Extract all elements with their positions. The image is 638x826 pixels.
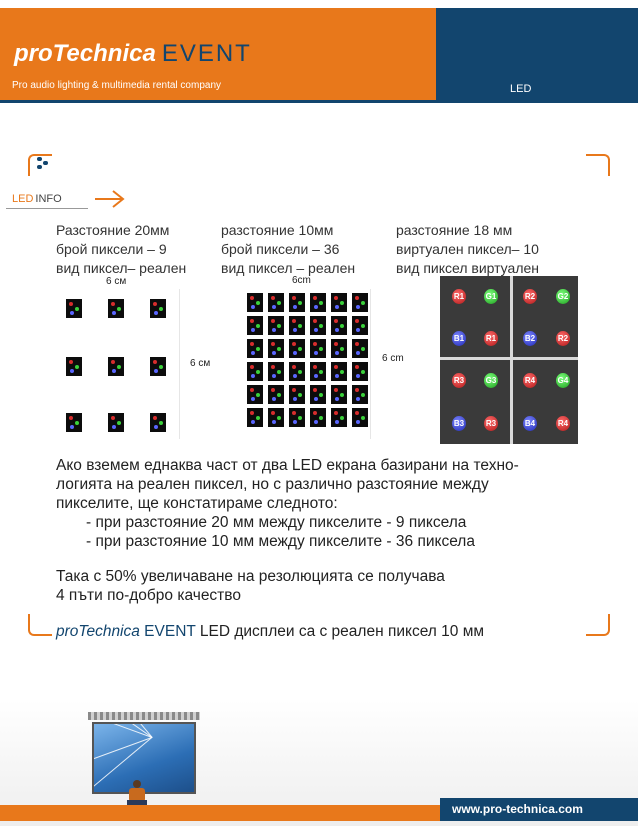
virtual-led: R4: [556, 416, 570, 431]
rgb-pixel: [352, 293, 368, 312]
corner-bottom-left: [28, 614, 52, 636]
summary-line: 4 пъти по-добро качество: [56, 587, 241, 604]
dimension-label-p2-height: 6 cm: [382, 353, 404, 364]
rgb-pixel: [310, 408, 326, 427]
rgb-pixel: [247, 316, 263, 335]
rgb-pixel: [331, 316, 347, 335]
brand-logo: [14, 40, 252, 68]
rgb-pixel: [150, 299, 166, 318]
brand-main: proTechnica: [14, 40, 156, 67]
grid-divider-vertical: [510, 276, 513, 444]
virtual-led: G1: [484, 289, 498, 304]
rgb-pixel: [331, 293, 347, 312]
virtual-led: G3: [484, 373, 498, 388]
arrow-right-icon: [94, 188, 126, 210]
virtual-led: G4: [556, 373, 570, 388]
virtual-pixel-grid: [440, 276, 578, 444]
rgb-pixel: [289, 293, 305, 312]
dimension-label-p2-width: 6cm: [292, 275, 311, 286]
led-info-heading: [12, 193, 62, 205]
rgb-pixel: [310, 385, 326, 404]
summary-line: Така с 50% увеличаване на резолюцията се получава: [56, 568, 445, 585]
rgb-pixel: [310, 293, 326, 312]
rgb-pixel: [268, 362, 284, 381]
website-url: www.pro-technica.com: [452, 802, 583, 816]
rgb-pixel: [289, 408, 305, 427]
column-line: Разстояние 20мм: [56, 222, 170, 238]
column-line: разстояние 10мм: [221, 222, 334, 238]
rgb-pixel: [268, 408, 284, 427]
dimension-label-p1-height: 6 см: [190, 358, 211, 369]
led-info-word: INFO: [35, 193, 62, 205]
rgb-pixel: [247, 385, 263, 404]
rgb-pixel: [66, 299, 82, 318]
rgb-pixel: [108, 299, 124, 318]
paragraph-bullet: - при разстояние 10 мм между пикселите - 36 пиксела: [86, 533, 475, 550]
rgb-pixel: [289, 339, 305, 358]
pixel-grid-10mm: [245, 289, 371, 439]
rgb-pixel: [268, 293, 284, 312]
rgb-pixel: [289, 362, 305, 381]
brand-event: EVENT: [161, 40, 252, 67]
conclusion-text: LED дисплеи са с реален пиксел 10 мм: [195, 623, 485, 640]
virtual-led: R1: [452, 289, 466, 304]
rgb-pixel: [331, 408, 347, 427]
virtual-led: B4: [523, 416, 537, 431]
footer-orange-bar: [0, 805, 440, 821]
header-divider: [0, 100, 638, 103]
corner-bottom-right: [586, 614, 610, 636]
rgb-pixel: [247, 408, 263, 427]
column-virtual-18mm: [396, 221, 539, 278]
rgb-pixel: [66, 357, 82, 376]
rgb-pixel: [352, 385, 368, 404]
virtual-led: G2: [556, 289, 570, 304]
paragraph-line: Ако вземем еднаква част от два LED екрана базирани на техно-: [56, 457, 519, 474]
rgb-pixel: [150, 413, 166, 432]
led-info-led: LED: [12, 193, 34, 205]
column-line: виртуален пиксел– 10: [396, 241, 539, 257]
conclusion-line: [56, 623, 484, 641]
rgb-pixel: [268, 385, 284, 404]
virtual-led: B3: [452, 416, 466, 431]
rgb-pixel: [150, 357, 166, 376]
corner-top-right: [586, 154, 610, 176]
rgb-pixel: [268, 339, 284, 358]
rgb-pixel: [108, 413, 124, 432]
rgb-pixel: [310, 362, 326, 381]
dimension-label-p1-width: 6 см: [106, 276, 127, 287]
brand-tagline: Pro audio lighting & multimedia rental company: [12, 80, 221, 91]
header-blue-block: [436, 8, 638, 100]
virtual-led: R4: [523, 373, 537, 388]
column-line: вид пиксел– реален: [56, 260, 187, 276]
rgb-pixel: [247, 362, 263, 381]
virtual-led: B2: [523, 331, 537, 346]
rgb-pixel: [310, 339, 326, 358]
rgb-pixel: [247, 293, 263, 312]
explanation-paragraph: [56, 456, 519, 551]
conclusion-brand: proTechnica: [56, 623, 140, 640]
virtual-led: B1: [452, 331, 466, 346]
rgb-pixel: [289, 385, 305, 404]
stage-truss: [88, 712, 200, 720]
column-line: брой пиксели – 36: [221, 241, 340, 257]
rgb-pixel: [289, 316, 305, 335]
pixel-grid-20mm: [56, 289, 180, 439]
light-ray: [92, 722, 153, 738]
rgb-pixel: [331, 362, 347, 381]
virtual-led: R2: [523, 289, 537, 304]
led-info-underline: [6, 208, 88, 209]
rgb-pixel: [66, 413, 82, 432]
rgb-pixel: [331, 385, 347, 404]
rgb-pixel: [247, 339, 263, 358]
column-real-20mm: [56, 221, 186, 278]
grid-divider-horizontal: [440, 357, 578, 360]
rgb-pixel: [108, 357, 124, 376]
rgb-pixel: [352, 408, 368, 427]
rgb-pixel: [310, 316, 326, 335]
rgb-pixel: [331, 339, 347, 358]
seated-person-figure: [126, 780, 148, 806]
conclusion-event: EVENT: [139, 623, 196, 640]
rgb-pixel: [352, 316, 368, 335]
paragraph-bullet: - при разстояние 20 мм между пикселите - 9 пиксела: [86, 514, 467, 531]
virtual-led: R3: [452, 373, 466, 388]
summary-paragraph: [56, 567, 445, 605]
column-line: брой пиксели – 9: [56, 241, 167, 257]
paragraph-line: пикселите, ще констатираме следното:: [56, 495, 338, 512]
virtual-led: R2: [556, 331, 570, 346]
section-label: LED: [510, 83, 532, 95]
rgb-pixel: [352, 339, 368, 358]
column-line: вид пиксел виртуален: [396, 260, 540, 276]
column-line: вид пиксел – реален: [221, 260, 356, 276]
rgb-pixel: [352, 362, 368, 381]
virtual-led: R3: [484, 416, 498, 431]
dots-icon: [36, 156, 50, 170]
column-real-10mm: [221, 221, 355, 278]
rgb-pixel: [268, 316, 284, 335]
column-line: разстояние 18 мм: [396, 222, 513, 238]
virtual-led: R1: [484, 331, 498, 346]
paragraph-line: логията на реален пиксел, но с различно разстояние между: [56, 476, 489, 493]
